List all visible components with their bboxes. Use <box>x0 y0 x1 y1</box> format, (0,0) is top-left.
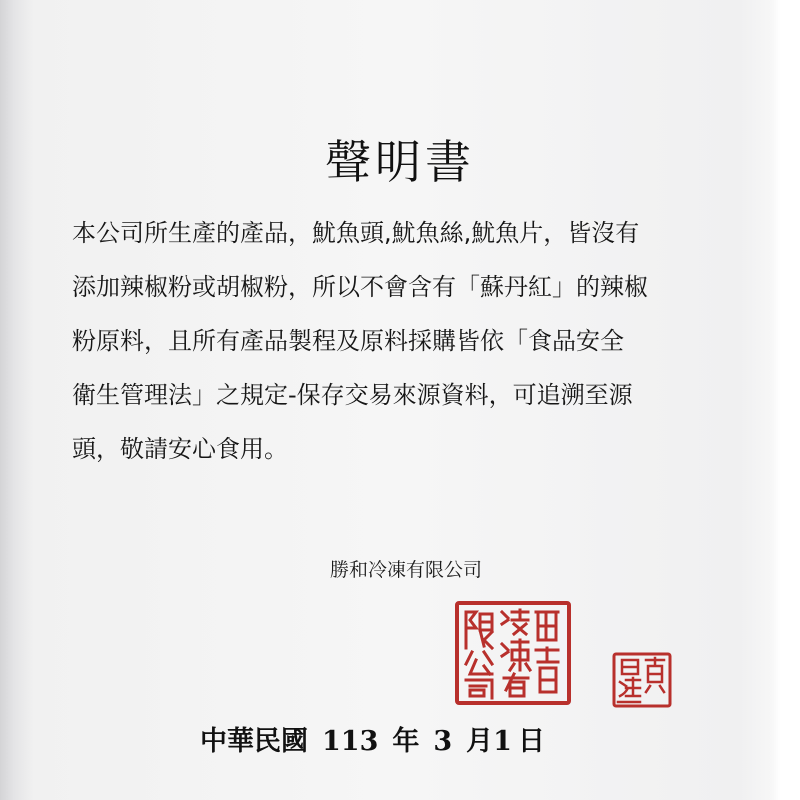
body-line: 衛生管理法」之規定-保存交易來源資料，可追溯至源 <box>72 381 633 409</box>
date-year: 113 <box>322 726 379 757</box>
company-name: 勝和冷凍有限公司 <box>330 559 483 581</box>
date-line <box>200 722 545 762</box>
document-title: 聲明書 <box>325 135 475 189</box>
personal-seal <box>612 652 672 708</box>
body-line: 粉原料，且所有產品製程及原料採購皆依「食品安全 <box>72 327 624 355</box>
body-line: 本公司所生產的產品，魷魚頭,魷魚絲,魷魚片，皆沒有 <box>72 219 640 247</box>
date-month-unit: 月 <box>466 726 494 757</box>
body-line: 添加辣椒粉或胡椒粉，所以不會含有「蘇丹紅」的辣椒 <box>72 273 648 301</box>
declaration-body <box>72 206 752 476</box>
date-era: 中華民國 <box>200 726 308 757</box>
date-month: 3 <box>433 726 453 757</box>
body-line: 頭，敬請安心食用。 <box>72 435 288 463</box>
date-day: 1 <box>493 726 512 757</box>
date-year-unit: 年 <box>392 726 420 757</box>
company-seal <box>454 600 572 706</box>
date-day-unit: 日 <box>517 726 545 757</box>
